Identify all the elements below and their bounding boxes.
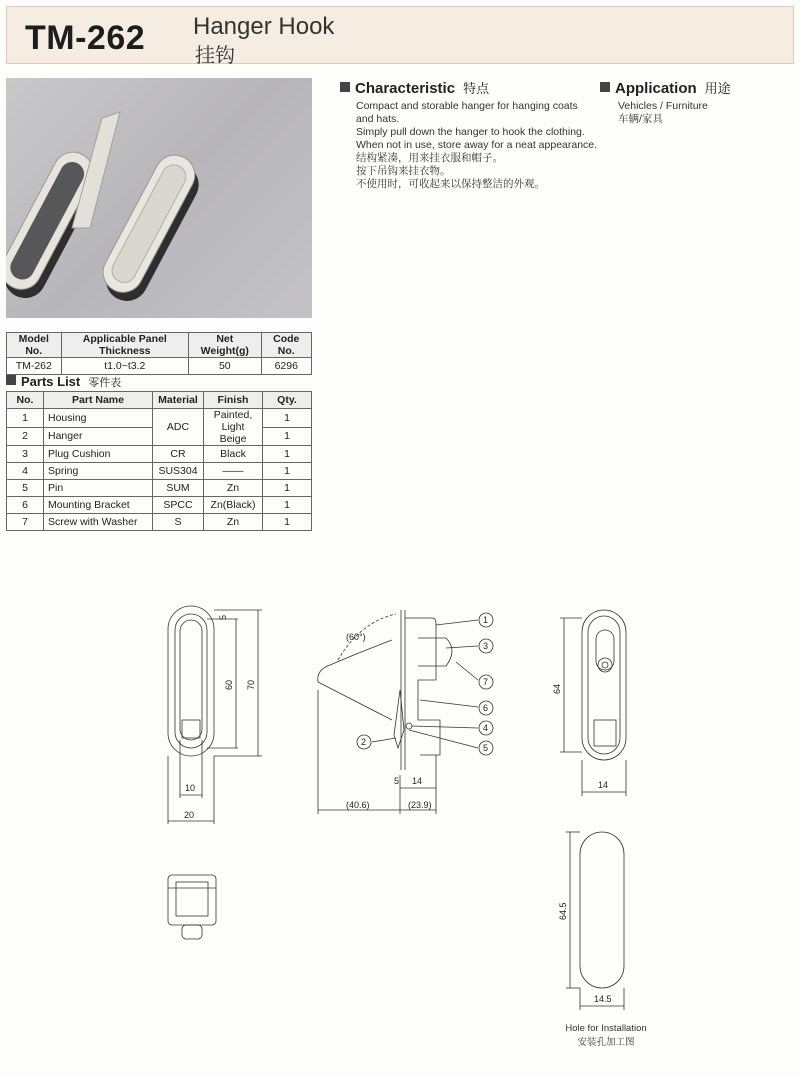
parts-table (6, 391, 312, 531)
dim-label: 14 (598, 780, 609, 790)
parts-header: Part Name (44, 392, 153, 409)
dim-label: 60 (224, 679, 234, 690)
callout-label: 3 (483, 641, 489, 651)
square-bullet-icon (6, 375, 16, 385)
dim-label: 5 (218, 614, 228, 620)
callout-label: 4 (483, 723, 489, 733)
spec-header: Applicable Panel Thickness (61, 333, 189, 358)
dim-label: 5 (394, 776, 400, 786)
application-text: Vehicles / Furniture 车辆/家具 (618, 100, 708, 125)
spec-table (6, 332, 312, 375)
dim-label: 10 (185, 783, 196, 793)
dim-label: 64.5 (558, 902, 568, 920)
callout-label: 2 (361, 737, 367, 747)
spec-cell: t1.0~t3.2 (61, 358, 189, 375)
table-row: 4 Spring SUS304 —— 1 (7, 463, 312, 480)
table-row: 1 Housing ADC Painted, Light Beige 1 (7, 409, 312, 428)
title-bar (6, 6, 794, 67)
characteristic-heading: Characteristic 特点 (340, 78, 489, 97)
dim-label: (60°) (346, 632, 366, 642)
dim-label: 20 (184, 810, 195, 820)
spec-cell: TM-262 (7, 358, 62, 375)
table-row: 6 Mounting Bracket SPCC Zn(Black) 1 (7, 497, 312, 514)
dim-label: 14 (412, 776, 423, 786)
dim-label: 70 (246, 679, 256, 690)
callout-label: 6 (483, 703, 489, 713)
product-title: Hanger Hook (193, 13, 335, 40)
parts-header: No. (7, 392, 44, 409)
parts-header: Qty. (263, 392, 312, 409)
table-row: 3 Plug Cushion CR Black 1 (7, 446, 312, 463)
spec-header: Model No. (7, 333, 62, 358)
spec-cell: 6296 (261, 358, 312, 375)
characteristic-text: Compact and storable hanger for hanging coats and hats. Simply pull down the hanger to hook the clothing. When not in use, store away for a neat appearance. 结构紧凑，用来挂衣服和帽子。 按下吊钩来挂衣物。 不使用时，可收起来以保持整洁的外观。 (356, 100, 598, 190)
table-row: 2 Hanger 1 (7, 427, 312, 446)
callout-label: 7 (483, 677, 489, 687)
table-row: 5 Pin SUM Zn 1 (7, 480, 312, 497)
square-bullet-icon (600, 82, 610, 92)
square-bullet-icon (340, 82, 350, 92)
parts-list-heading: Parts List 零件表 (6, 374, 121, 390)
dim-label: (40.6) (346, 800, 370, 810)
technical-drawing (0, 570, 800, 1050)
callout-label: 1 (483, 615, 489, 625)
dim-label: (23.9) (408, 800, 432, 810)
dim-label: 14.5 (594, 994, 612, 1004)
spec-header: Net Weight(g) (189, 333, 261, 358)
product-title-cn: 挂钩 (195, 45, 235, 67)
spec-cell: 50 (189, 358, 261, 375)
product-photo (6, 78, 312, 318)
callout-label: 5 (483, 743, 489, 753)
table-row: 7 Screw with Washer S Zn 1 (7, 514, 312, 531)
hole-caption: Hole for Installation 安装孔加工图 (565, 1023, 647, 1048)
parts-header: Material (153, 392, 204, 409)
parts-header: Finish (204, 392, 263, 409)
spec-header: Code No. (261, 333, 312, 358)
dim-label: 64 (552, 683, 562, 694)
application-heading: Application 用途 (600, 78, 731, 97)
model-number: TM-262 (25, 19, 146, 57)
